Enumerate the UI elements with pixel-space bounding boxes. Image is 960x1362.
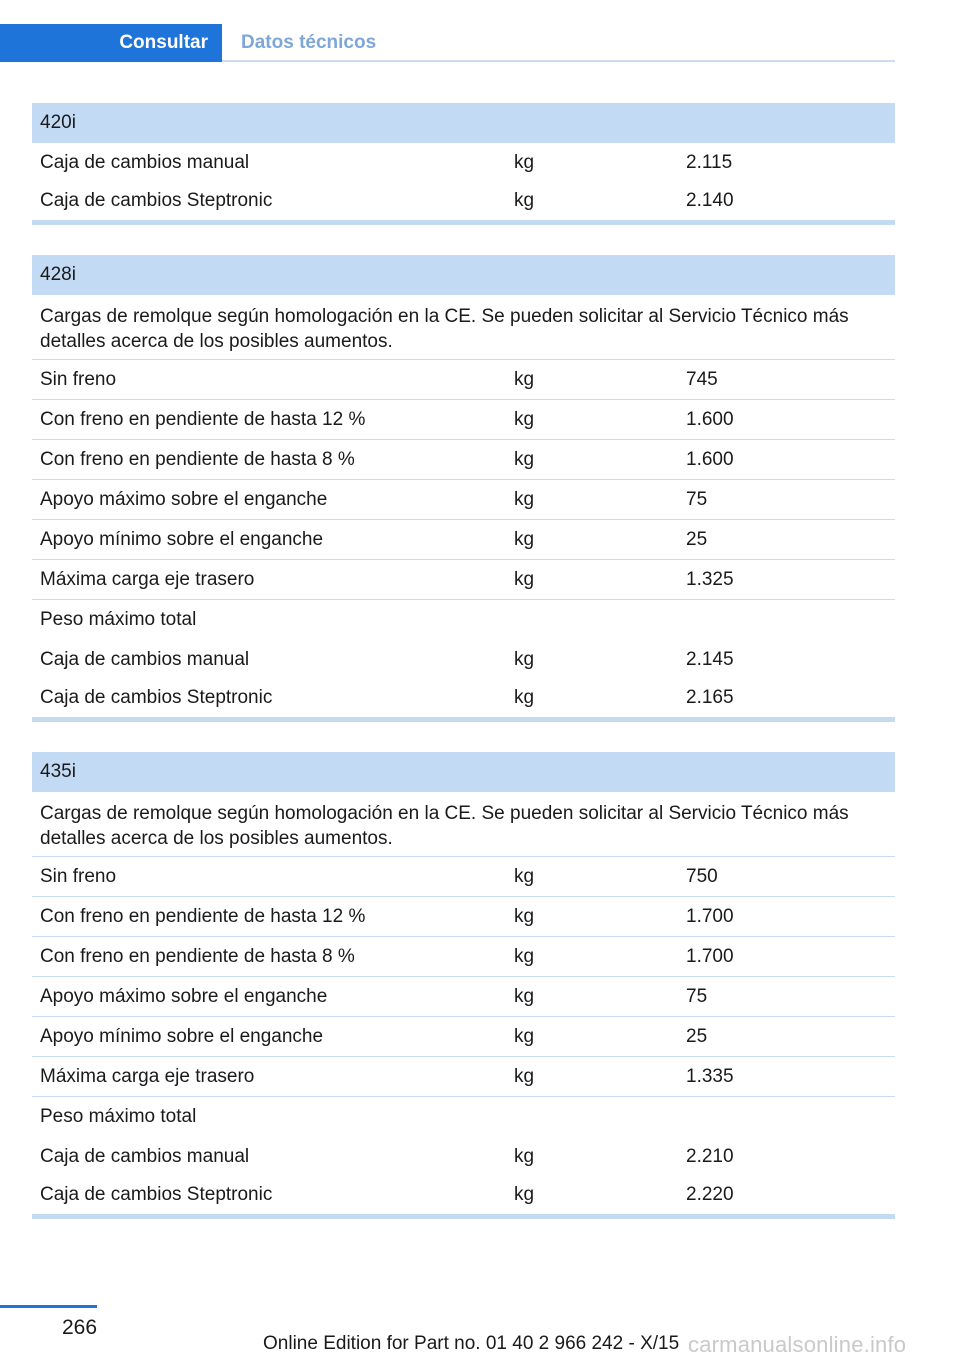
table-row: [32, 1137, 895, 1176]
table-row: [32, 600, 895, 640]
row-value: 1.335: [686, 1065, 734, 1087]
table-row: [32, 400, 895, 440]
table-end-bar: [32, 220, 895, 225]
row-unit: kg: [514, 528, 535, 550]
table-row: [32, 360, 895, 400]
row-value: 1.600: [686, 408, 734, 430]
row-unit: kg: [514, 190, 535, 211]
table-row: [32, 897, 895, 937]
row-value: 75: [686, 985, 708, 1007]
row-unit: kg: [514, 1145, 535, 1167]
row-unit: kg: [514, 945, 535, 967]
row-unit: kg: [514, 1025, 535, 1047]
table-428i: [32, 255, 895, 722]
row-unit: kg: [514, 151, 535, 173]
row-unit: kg: [514, 687, 535, 708]
table-title: 420i: [32, 103, 895, 143]
row-label: Apoyo máximo sobre el enganche: [40, 985, 328, 1007]
table-row: [32, 679, 895, 717]
tab-datos-tecnicos[interactable]: Datos técnicos: [241, 32, 377, 53]
table-row: [32, 560, 895, 600]
row-value: 75: [686, 488, 708, 510]
table-row: [32, 1097, 895, 1137]
row-unit: kg: [514, 488, 535, 510]
row-label: Caja de cambios Steptronic: [40, 1184, 273, 1205]
row-label: Caja de cambios manual: [40, 1145, 250, 1167]
row-value: 750: [686, 865, 718, 887]
row-value: 1.700: [686, 905, 734, 927]
table-row: [32, 1057, 895, 1097]
table-435i: [32, 752, 895, 1219]
row-label: Con freno en pendiente de hasta 8 %: [40, 448, 355, 470]
page-number: 266: [62, 1316, 98, 1339]
table-note: Cargas de remolque según homologación en la CE. Se pueden solicitar al Servicio Técnico más detalles acerca de los posibles aumentos.: [32, 295, 895, 360]
row-label: Apoyo mínimo sobre el enganche: [40, 528, 324, 550]
table-row: [32, 480, 895, 520]
row-label: Peso máximo total: [40, 1106, 197, 1127]
row-label: Apoyo máximo sobre el enganche: [40, 488, 328, 510]
table-note: Cargas de remolque según homologación en la CE. Se pueden solicitar al Servicio Técnico más detalles acerca de los posibles aumentos.: [32, 792, 895, 857]
row-label: Caja de cambios Steptronic: [40, 687, 273, 708]
header-divider: [222, 60, 895, 62]
tab-consultar[interactable]: Consultar: [0, 24, 222, 62]
table-row: [32, 440, 895, 480]
row-label: Con freno en pendiente de hasta 12 %: [40, 408, 366, 430]
row-unit: kg: [514, 985, 535, 1007]
table-title: 428i: [32, 255, 895, 295]
row-unit: kg: [514, 865, 535, 887]
row-value: 745: [686, 368, 718, 390]
table-row: [32, 857, 895, 897]
row-label: Caja de cambios Steptronic: [40, 190, 273, 211]
row-label: Apoyo mínimo sobre el enganche: [40, 1025, 324, 1047]
edition-text: Online Edition for Part no. 01 40 2 966 242 - X/15: [263, 1333, 680, 1354]
table-row: [32, 1176, 895, 1214]
row-unit: kg: [514, 448, 535, 470]
page-header: [0, 0, 960, 62]
row-label: Con freno en pendiente de hasta 12 %: [40, 905, 366, 927]
row-label: Sin freno: [40, 368, 117, 390]
row-value: 2.145: [686, 648, 734, 670]
row-value: 2.210: [686, 1145, 734, 1167]
row-unit: kg: [514, 568, 535, 590]
row-label: Máxima carga eje trasero: [40, 1065, 255, 1087]
watermark: carmanualsonline.info: [688, 1332, 907, 1357]
table-end-bar: [32, 1214, 895, 1219]
row-value: 1.325: [686, 568, 734, 590]
row-unit: kg: [514, 1065, 535, 1087]
row-value: 1.700: [686, 945, 734, 967]
row-unit: kg: [514, 648, 535, 670]
table-title: 435i: [32, 752, 895, 792]
row-value: 25: [686, 1025, 708, 1047]
table-row: [32, 520, 895, 560]
table-row: [32, 1017, 895, 1057]
table-420i: [32, 103, 895, 225]
table-row: [32, 182, 895, 220]
table-end-bar: [32, 717, 895, 722]
row-label: Con freno en pendiente de hasta 8 %: [40, 945, 355, 967]
row-unit: kg: [514, 368, 535, 390]
row-label: Caja de cambios manual: [40, 151, 250, 173]
row-label: Caja de cambios manual: [40, 648, 250, 670]
row-value: 2.140: [686, 190, 734, 211]
row-unit: kg: [514, 1184, 535, 1205]
row-label: Máxima carga eje trasero: [40, 568, 255, 590]
row-value: 2.165: [686, 687, 734, 708]
table-row: [32, 977, 895, 1017]
row-value: 25: [686, 528, 708, 550]
row-unit: kg: [514, 905, 535, 927]
row-value: 1.600: [686, 448, 734, 470]
table-row: [32, 937, 895, 977]
row-unit: kg: [514, 408, 535, 430]
row-value: 2.220: [686, 1184, 734, 1205]
footer-accent-line: [0, 1305, 97, 1308]
row-value: 2.115: [686, 151, 733, 173]
row-label: Peso máximo total: [40, 609, 197, 630]
table-row: [32, 640, 895, 679]
table-row: [32, 143, 895, 182]
row-label: Sin freno: [40, 865, 117, 887]
